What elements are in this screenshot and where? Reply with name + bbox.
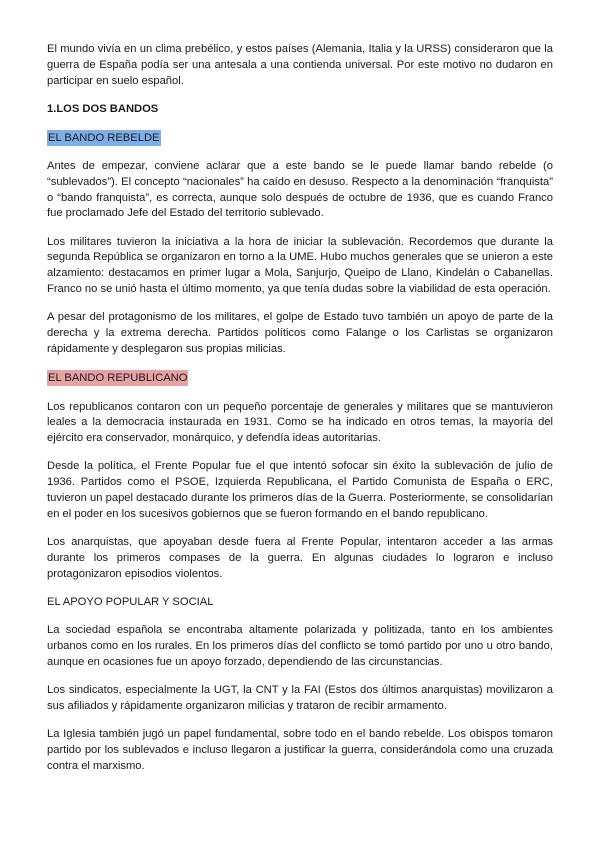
bando-rebelde-heading: [47, 130, 553, 147]
rebelde-paragraph-1: Antes de empezar, conviene aclarar que a este bando se le puede llamar bando rebelde (o “sublevados”). El concepto “nacionales” ha caído en desuso. Respecto a la denominación “franquista” o “bando franquista”, es correcta, aunque solo después de octubre de 1936, que es cuando Franco fue proclamado Jefe del Estado del territorio sublevado.: [47, 159, 553, 220]
section-title: 1.LOS DOS BANDOS: [47, 102, 159, 115]
apoyo-paragraph-3: La Iglesia también jugó un papel fundamental, sobre todo en el bando rebelde. Los obispos tomaron partido por los sublevados e incluso llegaron a justificar la guerra, considerándola como una cruzada contra el marxismo.: [47, 728, 553, 772]
intro-paragraph: El mundo vivía en un clima prebélico, y estos países (Alemania, Italia y la URSS) consideraron que la guerra de España podía ser una antesala a una contienda universal. Por este motivo no dudaron en participar en suelo español.: [47, 43, 553, 87]
republicano-paragraph-3: Los anarquistas, que apoyaban desde fuera al Frente Popular, intentaron acceder a las armas durante los primeros compases de la guerra. En algunas ciudades lo lograron e incluso protagonizaron episodios violentos.: [47, 536, 553, 580]
apoyo-heading: EL APOYO POPULAR Y SOCIAL: [47, 596, 214, 609]
republicano-paragraph-1: Los republicanos contaron con un pequeño porcentaje de generales y militares que se mantuvieron leales a la democracia instaurada en 1931. Como se ha indicado en otros temas, la mayoría del ejército era conservador, monárquico, y defendía ideas autoritarias.: [47, 400, 553, 445]
bando-rebelde-highlight: EL BANDO REBELDE: [48, 131, 160, 144]
bando-republicano-highlight: EL BANDO REPUBLICANO: [48, 372, 188, 385]
rebelde-paragraph-3: A pesar del protagonismo de los militares, el golpe de Estado tuvo también un apoyo de parte de la derecha y la extrema derecha. Partidos políticos como Falange o los Carlistas se organizaron rápidamente y desplegaron sus propias milicias.: [47, 311, 553, 355]
republicano-paragraph-2: Desde la política, el Frente Popular fue el que intentó sofocar sin éxito la sublevación de julio de 1936. Partidos como el PSOE, Izquierda Republicana, el Partido Comunista de España o ERC, tuvieron un papel destacado durante los primeros días de la Guerra. Posteriormente, se consolidarían en el poder en los sucesivos gobiernos que se fueron formando en el bando republicano.: [47, 460, 553, 520]
bando-republicano-heading: [47, 370, 553, 387]
apoyo-paragraph-2: Los sindicatos, especialmente la UGT, la CNT y la FAI (Estos dos últimos anarquistas) movilizaron a sus afiliados y rápidamente organizaron milicias y trataron de recibir armamento.: [47, 684, 553, 712]
apoyo-paragraph-1: La sociedad española se encontraba altamente polarizada y politizada, tanto en los ambientes urbanos como en los rurales. En los primeros días del conflicto se tomó partido por uno u otro bando, aunque en ocasiones fue un apoyo forzado, dependiendo de las circunstancias.: [47, 624, 553, 668]
document-page: [47, 42, 553, 787]
rebelde-paragraph-2: Los militares tuvieron la iniciativa a la hora de iniciar la sublevación. Recordemos que durante la segunda República se organizaron en torno a la UME. Hubo muchos generales que se unieron a este alzamiento: destacamos en primer lugar a Mola, Sanjurjo, Queipo de Llano, Kindelán o Cabanellas. Franco no se unió hasta el último momento, ya que tenía dudas sobre la viabilidad de esta operación.: [47, 235, 553, 296]
